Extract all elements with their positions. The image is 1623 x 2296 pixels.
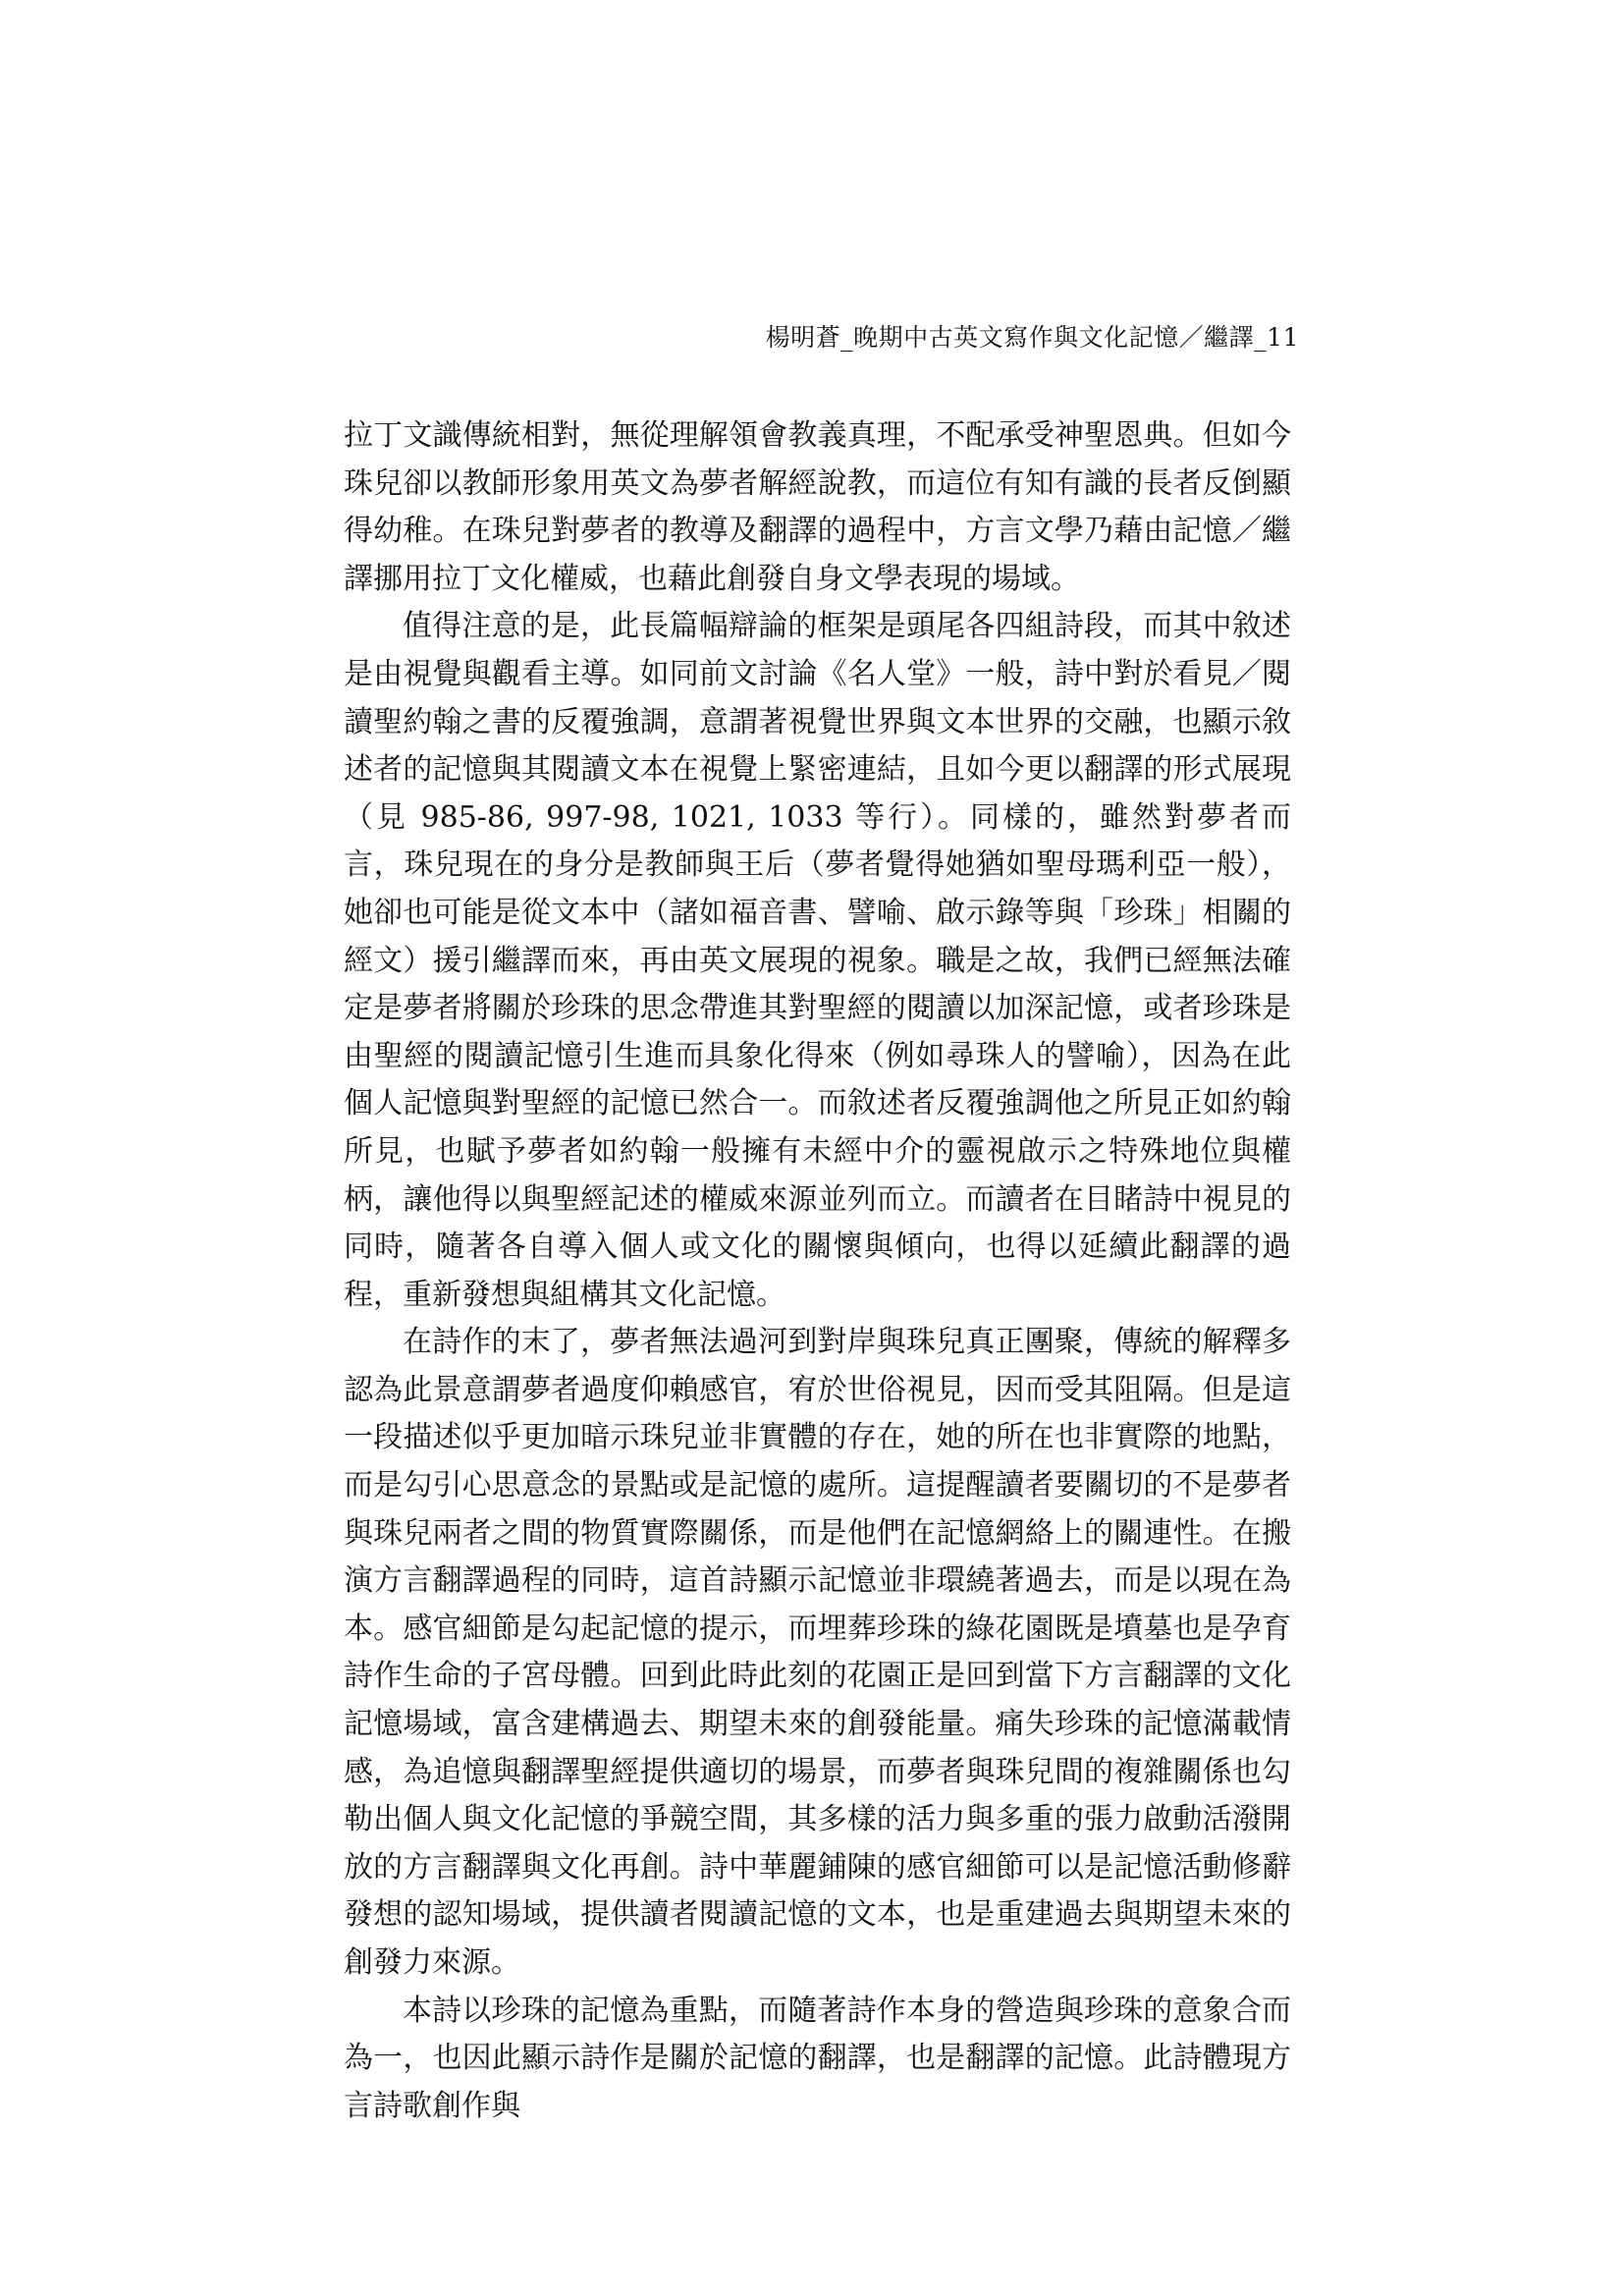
- paragraph-poem-ending: 在詩作的末了，夢者無法過河到對岸與珠兒真正團聚，傳統的解釋多認為此景意謂夢者過度仰賴感官，宥於世俗視見，因而受其阻隔。但是這一段描述似乎更加暗示珠兒並非實體的存在，她的所在也非實際的地點，而是勾引心思意念的景點或是記憶的處所。這提醒讀者要關切的不是夢者與珠兒兩者之間的物質實際關係，而是他們在記憶網絡上的關連性。在搬演方言翻譯過程的同時，這首詩顯示記憶並非環繞著過去，而是以現在為本。感官細節是勾起記憶的提示，而埋葬珍珠的綠花園既是墳墓也是孕育詩作生命的子宮母體。回到此時此刻的花園正是回到當下方言翻譯的文化記憶場域，富含建構過去、期望未來的創發能量。痛失珍珠的記憶滿載情感，為追憶與翻譯聖經提供適切的場景，而夢者與珠兒間的複雜關係也勾勒出個人與文化記憶的爭競空間，其多樣的活力與多重的張力啟動活潑開放的方言翻譯與文化再創。詩中華麗鋪陳的感官細節可以是記憶活動修辭發想的認知場域，提供讀者閱讀記憶的文本，也是重建過去與期望未來的創發力來源。: [344, 1325, 1291, 1980]
- paragraph-continuation: 拉丁文識傳統相對，無從理解領會教義真理，不配承受神聖恩典。但如今珠兒卻以教師形象用英文為夢者解經說教，而這位有知有識的長者反倒顯得幼稚。在珠兒對夢者的教導及翻譯的過程中，方言文學乃藉由記憶／繼譯挪用拉丁文化權威，也藉此創發自身文學表現的場域。: [344, 418, 1291, 596]
- paragraph-memory-translation: 本詩以珍珠的記憶為重點，而隨著詩作本身的營造與珍珠的意象合而為一，也因此顯示詩作是關於記憶的翻譯，也是翻譯的記憶。此詩體現方言詩歌創作與: [344, 1993, 1291, 2123]
- paragraph-framing-and-vision: 值得注意的是，此長篇幅辯論的框架是頭尾各四組詩段，而其中敘述是由視覺與觀看主導。如同前文討論《名人堂》一般，詩中對於看見／閱讀聖約翰之書的反覆強調，意謂著視覺世界與文本世界的交融，也顯示敘述者的記憶與其閱讀文本在視覺上緊密連結，且如今更以翻譯的形式展現（見 985-86, 997-98, 1021, 1033 等行）。同樣的，雖然對夢者而言，珠兒現在的身分是教師與王后（夢者覺得她猶如聖母瑪利亞一般），她卻也可能是從文本中（諸如福音書、譬喻、啟示錄等與「珍珠」相關的經文）援引繼譯而來，再由英文展現的視象。職是之故，我們已經無法確定是夢者將關於珍珠的思念帶進其對聖經的閱讀以加深記憶，或者珍珠是由聖經的閱讀記憶引生進而具象化得來（例如尋珠人的譬喻），因為在此個人記憶與對聖經的記憶已然合一。而敘述者反覆強調他之所見正如約翰所見，也賦予夢者如約翰一般擁有未經中介的靈視啟示之特殊地位與權柄，讓他得以與聖經記述的權威來源並列而立。而讀者在目睹詩中視見的同時，隨著各自導入個人或文化的關懷與傾向，也得以延續此翻譯的過程，重新發想與組構其文化記憶。: [344, 609, 1291, 1312]
- running-header: 楊明蒼_晚期中古英文寫作與文化記憶／繼譯_11: [765, 323, 1299, 352]
- body-text: [344, 412, 1291, 2130]
